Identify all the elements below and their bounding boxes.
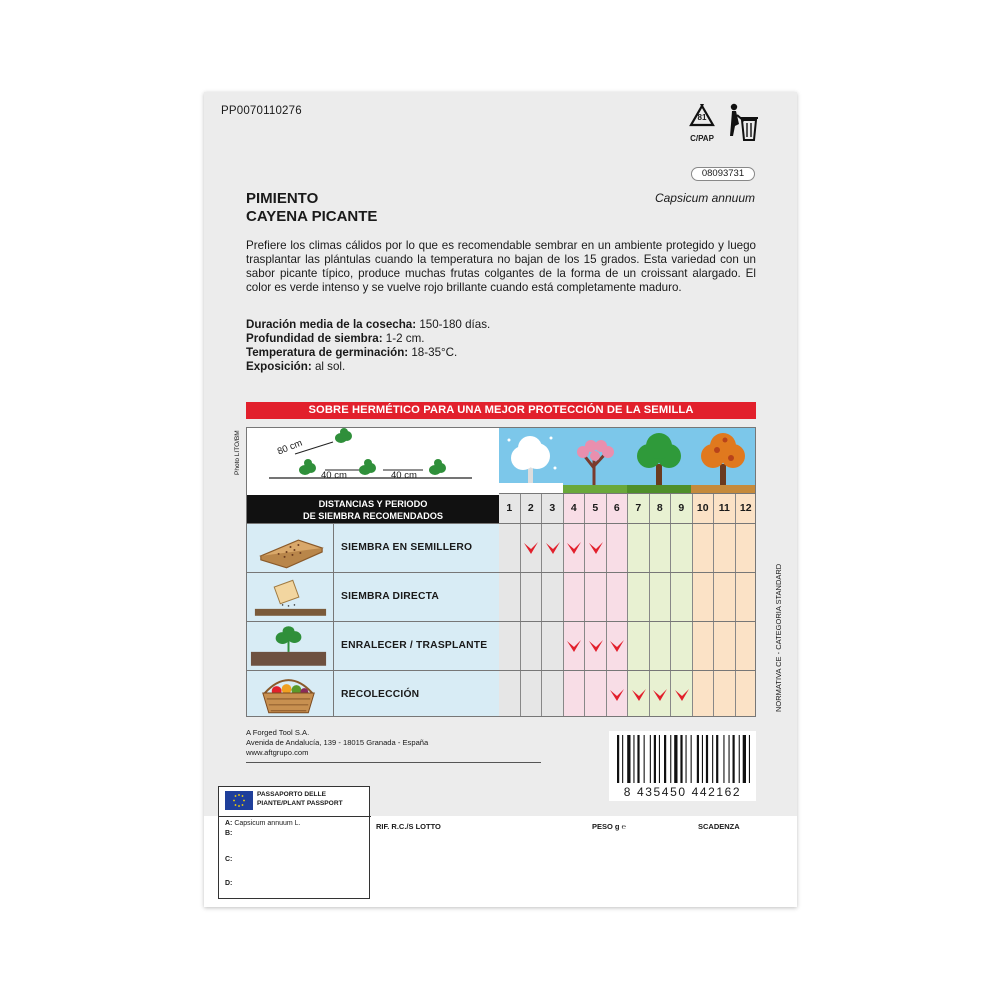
seed-packet-back — [204, 92, 797, 907]
barcode — [609, 731, 756, 801]
month-column-12 — [736, 523, 757, 717]
fact-sowing-depth: Profundidad de siembra: 1-2 cm. — [246, 332, 425, 346]
sowing-check-mark — [588, 541, 604, 555]
sowing-check-mark — [523, 541, 539, 555]
title-line-2: CAYENA PICANTE — [246, 208, 378, 225]
row-harvest — [247, 670, 499, 717]
month-11: 11 — [714, 494, 736, 523]
growing-facts — [246, 318, 490, 374]
plant-spacing-diagram — [247, 428, 499, 495]
month-6: 6 — [607, 494, 629, 523]
sowing-check-mark — [609, 688, 625, 702]
photo-credit: Photo LITO/BM — [234, 430, 241, 475]
weight-label: PESO g ℮ — [592, 822, 627, 831]
sowing-check-mark — [652, 688, 668, 702]
grid-row-separator — [499, 621, 756, 622]
sowing-check-mark — [631, 688, 647, 702]
month-column-1 — [499, 523, 521, 717]
row-direct-sowing — [247, 572, 499, 621]
fact-germination-temp: Temperatura de germinación: 18-35°C. — [246, 346, 458, 360]
row-label-direct: SIEMBRA DIRECTA — [341, 591, 439, 602]
product-title — [246, 190, 377, 226]
latin-name: Capsicum annuum — [654, 191, 755, 205]
spring-tree-icon — [563, 428, 627, 493]
summer-tree-icon — [627, 428, 691, 493]
row-spacing-label: 80 cm — [275, 437, 304, 458]
month-7: 7 — [628, 494, 650, 523]
company-divider — [246, 762, 541, 763]
sowing-calendar — [246, 427, 756, 717]
passport-divider — [219, 816, 371, 817]
grid-row-separator — [499, 572, 756, 573]
row-label-harvest: RECOLECCIÓN — [341, 689, 420, 700]
autumn-tree-icon — [691, 428, 755, 493]
row-label-transplant: ENRALECER / TRASPLANTE — [341, 640, 488, 651]
row-thinning-transplant — [247, 621, 499, 670]
passport-line-d: D: — [225, 880, 233, 887]
company-name: A Forged Tool S.A. — [246, 728, 310, 737]
plant-spacing-label-2: 40 cm — [391, 470, 417, 481]
row-seedbed-sowing — [247, 523, 499, 572]
sowing-check-mark — [566, 541, 582, 555]
expiry-label: SCADENZA — [698, 822, 740, 831]
spacing-period-header: DISTANCIAS Y PERIODO DE SIEMBRA RECOMENDADOS — [247, 495, 499, 523]
month-column-10 — [693, 523, 715, 717]
month-9: 9 — [671, 494, 693, 523]
winter-tree-icon — [499, 428, 563, 493]
barcode-number: 8 435450 442162 — [623, 785, 742, 799]
spacing-diagram-graphic — [247, 428, 499, 495]
company-address: Avenida de Andalucía, 139 - 18015 Granada - España — [246, 738, 429, 747]
month-12: 12 — [736, 494, 757, 523]
month-2: 2 — [521, 494, 543, 523]
sowing-check-mark — [588, 639, 604, 653]
month-4: 4 — [564, 494, 586, 523]
recycle-material: C/PAP — [690, 134, 714, 143]
passport-line-a: A: Capsicum annuum L. — [225, 820, 301, 827]
sowing-check-mark — [566, 639, 582, 653]
plant-passport — [218, 786, 370, 899]
product-code: 08093731 — [691, 167, 755, 181]
seedbed-tray-icon — [247, 524, 334, 572]
company-info — [246, 728, 428, 758]
grid-row-separator — [499, 523, 756, 524]
barcode-bars — [609, 731, 756, 785]
eu-flag-icon — [225, 791, 253, 810]
month-8: 8 — [650, 494, 672, 523]
seed-packet-soil-icon — [247, 573, 334, 621]
company-website: www.aftgrupo.com — [246, 748, 309, 757]
row-label-seedbed: SIEMBRA EN SEMILLERO — [341, 542, 473, 553]
grid-row-separator — [499, 670, 756, 671]
month-1: 1 — [499, 494, 521, 523]
passport-line-c: C: — [225, 856, 233, 863]
sowing-check-mark — [609, 639, 625, 653]
recycle-code: 81 — [697, 113, 707, 122]
batch-label: RIF. R.C./S LOTTO — [376, 822, 441, 831]
month-10: 10 — [693, 494, 715, 523]
plant-spacing-label-1: 40 cm — [321, 470, 347, 481]
month-header-row — [499, 493, 756, 523]
airtight-banner: SOBRE HERMÉTICO PARA UNA MEJOR PROTECCIÓN DE LA SEMILLA — [246, 402, 756, 419]
sku-code: PP0070110276 — [221, 105, 302, 117]
normativa-label: NORMATIVA CE - CATEGORIA STANDARD — [774, 563, 783, 712]
harvest-basket-icon — [247, 671, 334, 717]
month-3: 3 — [542, 494, 564, 523]
title-line-1: PIMIENTO — [246, 190, 319, 207]
fact-exposure: Exposición: al sol. — [246, 360, 346, 374]
fact-harvest-duration: Duración media de la cosecha: 150-180 días. — [246, 318, 491, 331]
month-column-11 — [714, 523, 736, 717]
seedling-transplant-icon — [247, 622, 334, 670]
sowing-check-mark — [545, 541, 561, 555]
litter-bin-icon — [724, 102, 760, 144]
passport-title: PASSAPORTO DELLE PIANTE/PLANT PASSPORT — [257, 791, 343, 807]
sowing-check-mark — [674, 688, 690, 702]
product-description: Prefiere los climas cálidos por lo que es recomendable sembrar en un ambiente protegido y luego trasplantar las plántulas cuando la temperatura no bajan de los 15 grados. Esta variedad con un sabor picante típico, produce muchas frutas colgantes de la forma de un croissant alargado. El color es verde intenso y se vuelve rojo brillante cuando está completamente maduro. — [246, 239, 756, 295]
month-5: 5 — [585, 494, 607, 523]
passport-line-b: B: — [225, 830, 233, 837]
